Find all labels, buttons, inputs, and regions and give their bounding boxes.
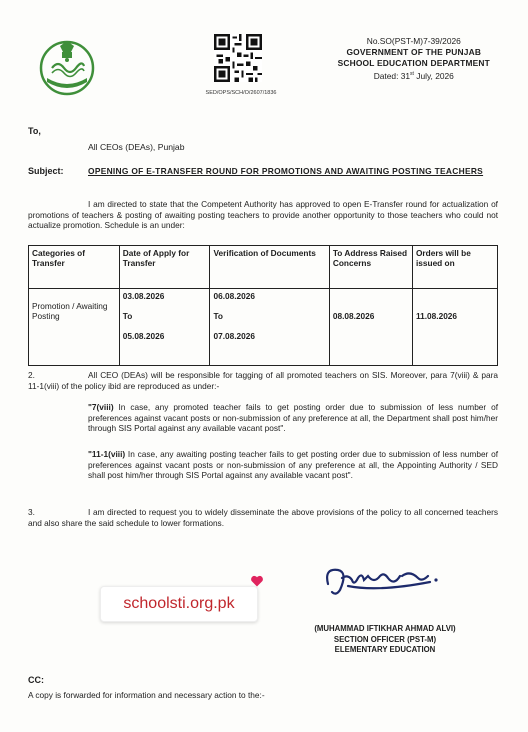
apply-to-word: To <box>122 311 133 321</box>
reference-number: No.SO(PST-M)7-39/2026 <box>366 36 461 46</box>
policy-quote-11-1viii <box>88 449 498 481</box>
letterhead <box>338 36 490 82</box>
paragraph-1: I am directed to state that the Competent Authority has approved to open E-Transfer round for actualization of promotions of teachers & posting of awaiting posting teachers to provide another opportunity to those teachers who could not actualize promotion. Schedule is an under: <box>28 199 498 231</box>
cell-category: Promotion / Awaiting Posting <box>29 289 120 366</box>
cell-verification-dates <box>210 289 329 366</box>
signatory-block <box>285 624 485 656</box>
to-label: To, <box>28 126 41 136</box>
signature-icon <box>318 562 448 598</box>
signatory-name: (MUHAMMAD IFTIKHAR AHMAD ALVI) <box>314 624 456 633</box>
apply-to-date: 05.08.2026 <box>122 331 165 341</box>
qr-caption: SED/OPS/SCH/O/2607/1836 <box>205 90 277 96</box>
table-header-row <box>29 246 498 289</box>
verify-to-date: 07.08.2026 <box>213 331 256 341</box>
government-title: GOVERNMENT OF THE PUNJAB <box>346 47 482 57</box>
subject-text: OPENING OF E-TRANSFER ROUND FOR PROMOTIONS AND AWAITING POSTING TEACHERS <box>88 166 484 176</box>
header-apply-date: Date of Apply for Transfer <box>119 246 210 289</box>
cell-apply-dates <box>119 289 210 366</box>
cell-orders-date: 11.08.2026 <box>412 289 497 366</box>
quote-ref-11-1viii: "11-1(viii) <box>88 449 126 459</box>
signatory-title: SECTION OFFICER (PST-M) <box>333 634 437 644</box>
schedule-table <box>28 245 498 366</box>
subject-label: Subject: <box>28 166 64 176</box>
punjab-government-logo-icon <box>38 38 96 96</box>
policy-quote-7viii <box>88 402 498 434</box>
header-concerns: To Address Raised Concerns <box>329 246 412 289</box>
header-category: Categories of Transfer <box>29 246 120 289</box>
header-orders: Orders will be issued on <box>412 246 497 289</box>
paragraph-2-number: 2. <box>28 370 35 380</box>
paragraph-3-number: 3. <box>28 507 35 517</box>
letter-date: Dated: 31st July, 2026 <box>373 70 454 81</box>
table-row <box>29 289 498 366</box>
quote-text-11-1viii: In case, any awaiting posting teacher fails to get posting order due to submission of less number of preferences against vacant posts or non-submission of any preference at all, the Appointing Authority / SED shall post him/her through SIS Portal against any available vacant post". <box>88 449 498 481</box>
cc-text: A copy is forwarded for information and necessary action to the:- <box>28 690 265 700</box>
heart-icon <box>250 574 264 588</box>
department-title: SCHOOL EDUCATION DEPARTMENT <box>337 58 490 68</box>
paragraph-3: I am directed to request you to widely disseminate the above provisions of the policy to all concerned teachers and also share the said schedule to lower formations. <box>28 507 498 528</box>
verify-from-date: 06.08.2026 <box>213 291 256 301</box>
quote-ref-7viii: "7(viii) <box>88 402 114 412</box>
quote-text-7viii: In case, any promoted teacher fails to get posting order due to submission of less number of preferences against vacant posts or non-submission of any preference at all, the Department shall post him/her through SIS Portal against any available vacant post". <box>88 402 498 434</box>
apply-from-date: 03.08.2026 <box>122 291 165 301</box>
verify-to-word: To <box>213 311 224 321</box>
cc-label: CC: <box>28 675 44 685</box>
signatory-office: ELEMENTARY EDUCATION <box>334 645 436 654</box>
cell-concerns-date: 08.08.2026 <box>329 289 412 366</box>
qr-code-icon <box>214 34 262 82</box>
recipient: All CEOs (DEAs), Punjab <box>88 142 185 152</box>
header-verification: Verification of Documents <box>210 246 329 289</box>
website-watermark-label[interactable]: schoolsti.org.pk <box>100 586 258 622</box>
paragraph-2: All CEO (DEAs) will be responsible for tagging of all promoted teachers on SIS. Moreover, para 7(viii) & para 11-1(viii) of the policy ibid are reproduced as under:- <box>28 370 498 391</box>
